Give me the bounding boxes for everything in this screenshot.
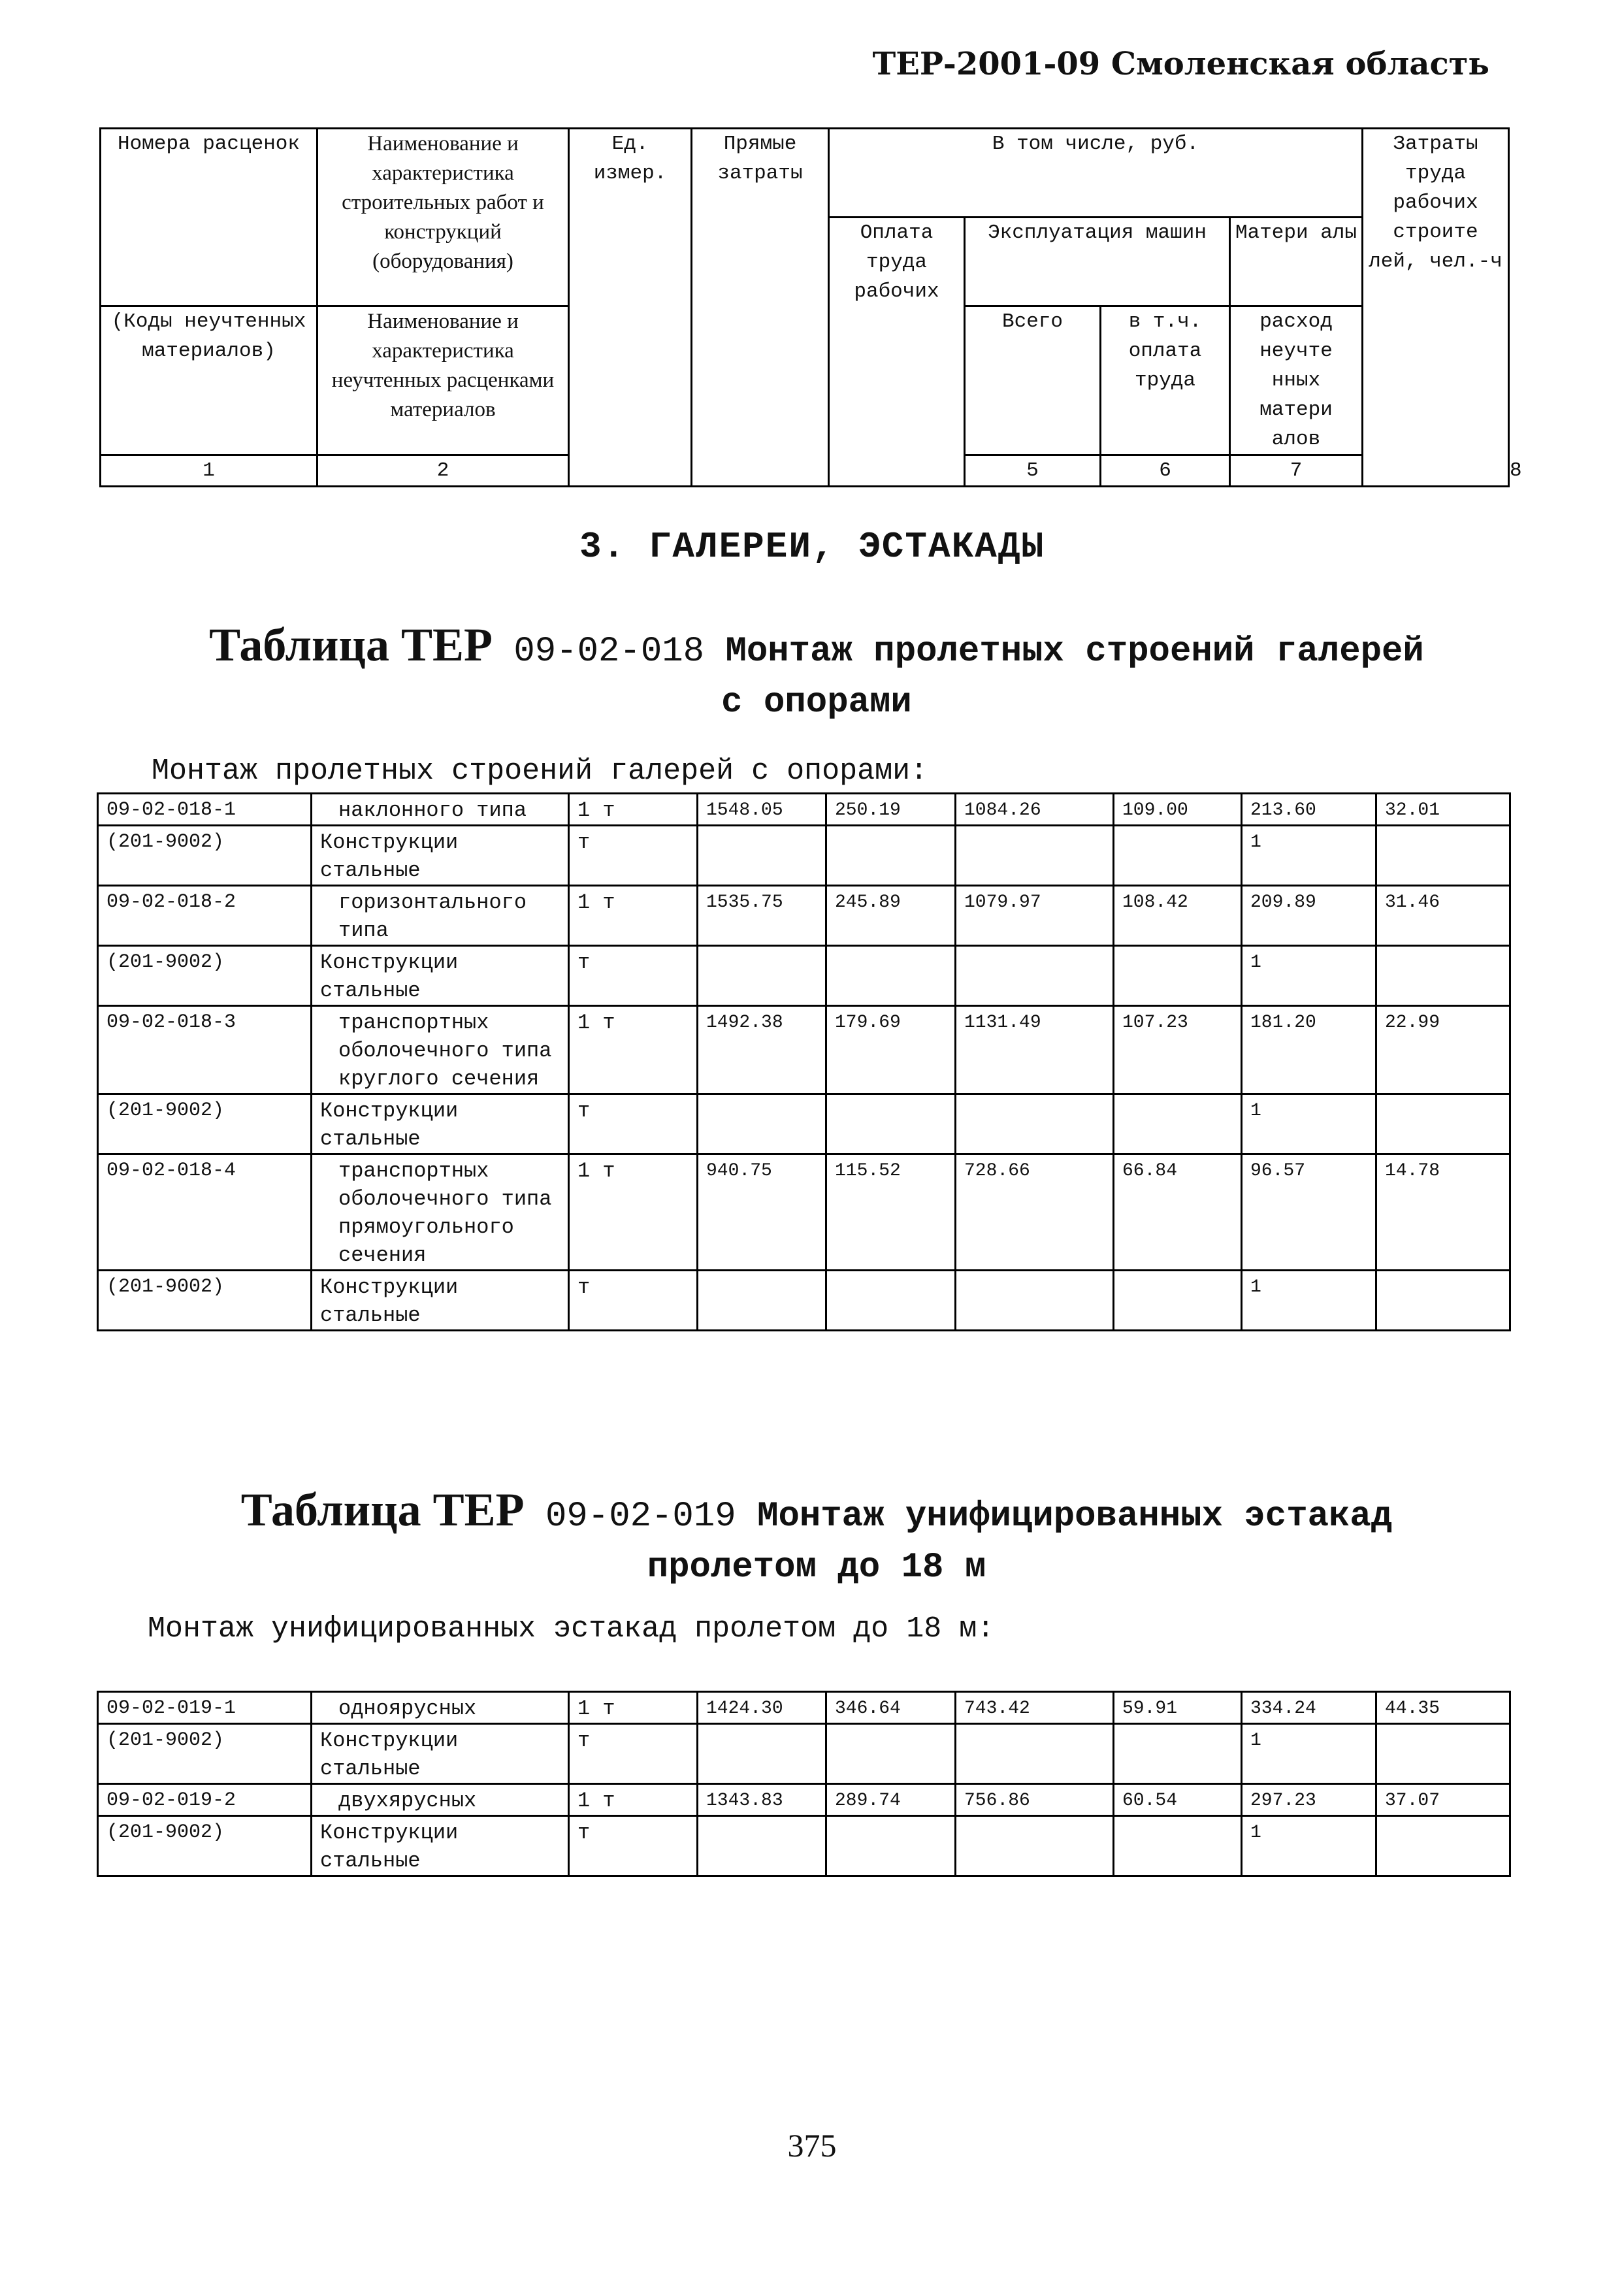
table-row <box>98 1692 1510 1724</box>
direct-costs-cell <box>698 946 826 1006</box>
machines-total-cell: 1079.97 <box>956 886 1114 946</box>
worker-pay-cell: 346.64 <box>826 1692 956 1724</box>
rate-code-cell: (201-9002) <box>98 946 312 1006</box>
machines-pay-cell: 107.23 <box>1114 1006 1242 1094</box>
materials-cell: 1 <box>1242 826 1376 886</box>
worker-pay-cell <box>826 1271 956 1331</box>
materials-cell: 1 <box>1242 1094 1376 1154</box>
page-number: 375 <box>787 2127 837 2164</box>
unit-cell: 1 т <box>569 1154 698 1271</box>
work-name-cell: Конструкции стальные <box>312 1271 569 1331</box>
machines-total-cell <box>956 1724 1114 1784</box>
work-name-cell: Конструкции стальные <box>312 1724 569 1784</box>
rate-code-cell: (201-9002) <box>98 1094 312 1154</box>
column-number: 1 <box>101 455 317 487</box>
machines-pay-cell <box>1114 1271 1242 1331</box>
rate-code-cell: 09-02-019-1 <box>98 1692 312 1724</box>
running-header: ТЕР-2001-09 Смоленская область <box>872 46 1489 82</box>
machines-pay-cell <box>1114 1094 1242 1154</box>
direct-costs-cell: 1548.05 <box>698 794 826 826</box>
rate-code-cell: (201-9002) <box>98 826 312 886</box>
work-name-cell: Конструкции стальные <box>312 946 569 1006</box>
table-1-title-line2: с опорами <box>721 683 912 723</box>
table-row <box>98 794 1510 826</box>
unit-cell: т <box>569 1271 698 1331</box>
column-number: 5 <box>965 455 1101 487</box>
table-row <box>98 1271 1510 1331</box>
header-cell-blank <box>101 218 317 306</box>
rate-code-cell: 09-02-019-2 <box>98 1784 312 1816</box>
direct-costs-cell: 1424.30 <box>698 1692 826 1724</box>
machines-total-cell: 743.42 <box>956 1692 1114 1724</box>
direct-costs-cell: 1535.75 <box>698 886 826 946</box>
unit-cell: т <box>569 946 698 1006</box>
direct-costs-cell <box>698 826 826 886</box>
machines-pay-cell <box>1114 1816 1242 1876</box>
machines-pay-cell <box>1114 1724 1242 1784</box>
table-1-title-code: 09-02-018 <box>513 632 705 672</box>
worker-pay-cell <box>826 946 956 1006</box>
unit-cell: 1 т <box>569 1784 698 1816</box>
machines-total-cell: 756.86 <box>956 1784 1114 1816</box>
direct-costs-cell: 940.75 <box>698 1154 826 1271</box>
machines-total-cell <box>956 1094 1114 1154</box>
worker-pay-cell <box>826 826 956 886</box>
header-cell-material-names: Наименование и характеристика неучтенных расценками материалов <box>317 306 569 455</box>
price-table-2 <box>97 1691 1511 1877</box>
machines-pay-cell: 66.84 <box>1114 1154 1242 1271</box>
worker-pay-cell <box>826 1724 956 1784</box>
table-2-caption: Монтаж унифицированных эстакад пролетом до 18 м: <box>148 1612 995 1646</box>
direct-costs-cell <box>698 1271 826 1331</box>
header-cell-unit: Ед. измер. <box>569 129 692 487</box>
worker-pay-cell: 289.74 <box>826 1784 956 1816</box>
machines-total-cell <box>956 1271 1114 1331</box>
column-number-row: 1 2 5 6 7 8 <box>101 455 1509 487</box>
column-number: 7 <box>1230 455 1363 487</box>
work-name-cell: Конструкции стальные <box>312 1094 569 1154</box>
table-2-title <box>118 1484 1516 1593</box>
labor-costs-cell: 37.07 <box>1376 1784 1510 1816</box>
labor-costs-cell <box>1376 1816 1510 1876</box>
labor-costs-cell: 31.46 <box>1376 886 1510 946</box>
work-name-cell: Конструкции стальные <box>312 1816 569 1876</box>
materials-cell: 209.89 <box>1242 886 1376 946</box>
materials-cell: 1 <box>1242 946 1376 1006</box>
direct-costs-cell <box>698 1816 826 1876</box>
direct-costs-cell <box>698 1094 826 1154</box>
materials-cell: 181.20 <box>1242 1006 1376 1094</box>
price-table-1 <box>97 792 1511 1331</box>
table-row <box>98 1006 1510 1094</box>
unit-cell: т <box>569 826 698 886</box>
labor-costs-cell: 44.35 <box>1376 1692 1510 1724</box>
unit-cell: т <box>569 1094 698 1154</box>
column-number: 2 <box>317 455 569 487</box>
materials-cell: 297.23 <box>1242 1784 1376 1816</box>
unit-cell: 1 т <box>569 794 698 826</box>
table-row <box>98 1724 1510 1784</box>
unit-cell: т <box>569 1816 698 1876</box>
table-row <box>98 1816 1510 1876</box>
worker-pay-cell: 115.52 <box>826 1154 956 1271</box>
table-1-caption: Монтаж пролетных строений галерей с опорами: <box>152 755 928 788</box>
direct-costs-cell: 1492.38 <box>698 1006 826 1094</box>
worker-pay-cell <box>826 1094 956 1154</box>
labor-costs-cell: 22.99 <box>1376 1006 1510 1094</box>
header-cell-material-codes: (Коды неучтенных материалов) <box>101 306 317 455</box>
machines-pay-cell <box>1114 946 1242 1006</box>
work-name-cell: транспортных оболочечного типа круглого сечения <box>312 1006 569 1094</box>
machines-pay-cell: 60.54 <box>1114 1784 1242 1816</box>
work-name-cell: наклонного типа <box>312 794 569 826</box>
machines-total-cell <box>956 1816 1114 1876</box>
materials-cell: 1 <box>1242 1816 1376 1876</box>
direct-costs-cell <box>698 1724 826 1784</box>
header-cell-materials: Матери алы <box>1230 218 1363 306</box>
labor-costs-cell: 32.01 <box>1376 794 1510 826</box>
machines-total-cell: 1131.49 <box>956 1006 1114 1094</box>
materials-cell: 1 <box>1242 1271 1376 1331</box>
table-1-title-lead: Таблица ТЕР <box>209 619 493 671</box>
table-row <box>98 1784 1510 1816</box>
unit-cell: 1 т <box>569 886 698 946</box>
work-name-cell: Конструкции стальные <box>312 826 569 886</box>
direct-costs-cell: 1343.83 <box>698 1784 826 1816</box>
unit-cell: 1 т <box>569 1692 698 1724</box>
table-2-title-line2: пролетом до 18 м <box>647 1548 986 1587</box>
header-cell-material-usage: расход неучте нных матери алов <box>1230 306 1363 455</box>
labor-costs-cell: 14.78 <box>1376 1154 1510 1271</box>
table-row <box>98 1094 1510 1154</box>
machines-total-cell <box>956 826 1114 886</box>
rate-code-cell: 09-02-018-2 <box>98 886 312 946</box>
rate-code-cell: 09-02-018-3 <box>98 1006 312 1094</box>
table-1-title-line1: Монтаж пролетных строений галерей <box>725 632 1424 672</box>
table-2-title-line1: Монтаж унифицированных эстакад <box>757 1497 1393 1537</box>
table-row <box>98 826 1510 886</box>
rate-code-cell: (201-9002) <box>98 1724 312 1784</box>
worker-pay-cell: 245.89 <box>826 886 956 946</box>
table-2-title-lead: Таблица ТЕР <box>240 1484 525 1536</box>
table-row <box>98 886 1510 946</box>
worker-pay-cell: 179.69 <box>826 1006 956 1094</box>
header-cell-including-group: В том числе, руб. <box>829 129 1363 218</box>
worker-pay-cell <box>826 1816 956 1876</box>
rate-code-cell: (201-9002) <box>98 1271 312 1331</box>
section-title: 3. ГАЛЕРЕИ, ЭСТАКАДЫ <box>579 526 1045 568</box>
header-cell-rate-numbers: Номера расценок <box>101 129 317 218</box>
rate-code-cell: 09-02-018-1 <box>98 794 312 826</box>
labor-costs-cell <box>1376 826 1510 886</box>
column-header-table <box>99 127 1522 487</box>
table-1-title <box>118 619 1516 728</box>
labor-costs-cell <box>1376 1094 1510 1154</box>
table-2-title-code: 09-02-019 <box>545 1497 736 1537</box>
unit-cell: т <box>569 1724 698 1784</box>
header-cell-worker-pay: Оплата труда рабочих <box>829 218 965 487</box>
materials-cell: 96.57 <box>1242 1154 1376 1271</box>
work-name-cell: одноярусных <box>312 1692 569 1724</box>
header-cell-labor-costs: Затраты труда рабочих строите лей, чел.-ч <box>1363 129 1509 487</box>
labor-costs-cell <box>1376 1724 1510 1784</box>
machines-pay-cell: 59.91 <box>1114 1692 1242 1724</box>
machines-pay-cell: 109.00 <box>1114 794 1242 826</box>
column-number: 6 <box>1101 455 1230 487</box>
unit-cell: 1 т <box>569 1006 698 1094</box>
header-cell-direct-costs: Прямые затраты <box>692 129 829 487</box>
work-name-cell: транспортных оболочечного типа прямоугольного сечения <box>312 1154 569 1271</box>
machines-pay-cell <box>1114 826 1242 886</box>
machines-total-cell <box>956 946 1114 1006</box>
machines-total-cell: 1084.26 <box>956 794 1114 826</box>
labor-costs-cell <box>1376 946 1510 1006</box>
machines-total-cell: 728.66 <box>956 1154 1114 1271</box>
work-name-cell: горизонтального типа <box>312 886 569 946</box>
table-row <box>98 946 1510 1006</box>
header-cell-machine-operation: Эксплуатация машин <box>965 218 1230 306</box>
rate-code-cell: 09-02-018-4 <box>98 1154 312 1271</box>
worker-pay-cell: 250.19 <box>826 794 956 826</box>
table-row <box>98 1154 1510 1271</box>
rate-code-cell: (201-9002) <box>98 1816 312 1876</box>
materials-cell: 213.60 <box>1242 794 1376 826</box>
header-cell-work-name: Наименование и характеристика строительных работ и конструкций (оборудования) <box>317 129 569 306</box>
materials-cell: 334.24 <box>1242 1692 1376 1724</box>
materials-cell: 1 <box>1242 1724 1376 1784</box>
work-name-cell: двухярусных <box>312 1784 569 1816</box>
labor-costs-cell <box>1376 1271 1510 1331</box>
header-cell-machines-pay: в т.ч. оплата труда <box>1101 306 1230 455</box>
header-cell-machines-total: Всего <box>965 306 1101 455</box>
machines-pay-cell: 108.42 <box>1114 886 1242 946</box>
